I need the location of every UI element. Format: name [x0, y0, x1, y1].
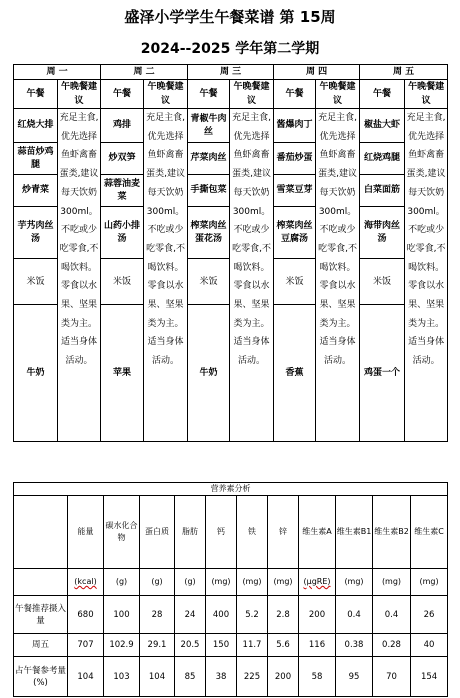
friday-value: 40	[411, 634, 448, 657]
monday-dish-4: 芋艿肉丝汤	[14, 207, 58, 259]
nutrient-vitamin-c: 维生素C	[411, 496, 448, 569]
friday-value: 11.7	[237, 634, 268, 657]
row-label-friday: 周五	[14, 634, 68, 657]
wednesday-extra: 牛奶	[188, 305, 230, 442]
thursday-dish-3: 雪菜豆芽	[274, 175, 316, 207]
thursday-dish-4: 榨菜肉丝豆腐汤	[274, 207, 316, 259]
recommended-value: 680	[68, 596, 104, 634]
nutrient-fat: 脂肪	[175, 496, 206, 569]
units-corner	[14, 569, 68, 596]
col-advice: 午晚餐建议	[144, 80, 188, 109]
monday-advice: 充足主食,优先选择鱼虾禽畜蛋类,建议每天饮奶300ml。不吃或少吃零食,不喝饮料。零食以水果、坚果类为主。适当身体活动。	[58, 109, 101, 442]
unit-iron: (mg)	[237, 569, 268, 596]
tuesday-dish-2: 炒双笋	[101, 143, 144, 175]
day-header-tuesday: 周 二	[101, 65, 188, 80]
percent-value: 70	[373, 657, 411, 697]
thursday-staple: 米饭	[274, 259, 316, 305]
nutrient-vitamin-b2: 维生素B2	[373, 496, 411, 569]
friday-value: 707	[68, 634, 104, 657]
wednesday-dish-1: 青椒牛肉丝	[188, 109, 230, 143]
thursday-advice: 充足主食,优先选择鱼虾禽畜蛋类,建议每天饮奶300ml。不吃或少吃零食,不喝饮料。零食以水果、坚果类为主。适当身体活动。	[316, 109, 360, 442]
unit-calcium: (mg)	[206, 569, 237, 596]
wednesday-advice: 充足主食,优先选择鱼虾禽畜蛋类,建议每天饮奶300ml。不吃或少吃零食,不喝饮料。零食以水果、坚果类为主。适当身体活动。	[230, 109, 274, 442]
friday-value: 0.38	[336, 634, 373, 657]
col-advice: 午晚餐建议	[405, 80, 448, 109]
unit-protein: (g)	[140, 569, 175, 596]
thursday-dish-1: 酱爆肉丁	[274, 109, 316, 143]
percent-value: 104	[68, 657, 104, 697]
nutrient-energy: 能量	[68, 496, 104, 569]
day-header-monday: 周 一	[14, 65, 101, 80]
monday-extra: 牛奶	[14, 305, 58, 442]
wednesday-dish-3: 手撕包菜	[188, 175, 230, 207]
unit-vitamin-b2: (mg)	[373, 569, 411, 596]
friday-staple: 米饭	[360, 259, 405, 305]
percent-value: 85	[175, 657, 206, 697]
unit-fat: (g)	[175, 569, 206, 596]
recommended-value: 200	[299, 596, 336, 634]
col-advice: 午晚餐建议	[316, 80, 360, 109]
recommended-value: 24	[175, 596, 206, 634]
nutrition-table	[13, 482, 448, 697]
nutrient-zinc: 锌	[268, 496, 299, 569]
day-header-thursday: 周 四	[274, 65, 360, 80]
friday-advice: 充足主食,优先选择鱼虾禽畜蛋类,建议每天饮奶300ml。不吃或少吃零食,不喝饮料。零食以水果、坚果类为主。适当身体活动。	[405, 109, 448, 442]
unit-carbs: (g)	[104, 569, 140, 596]
nutrition-corner	[14, 496, 68, 569]
col-advice: 午晚餐建议	[58, 80, 101, 109]
unit-vitamin-c: (mg)	[411, 569, 448, 596]
thursday-dish-2: 番茄炒蛋	[274, 143, 316, 175]
nutrient-iron: 铁	[237, 496, 268, 569]
friday-value: 150	[206, 634, 237, 657]
monday-dish-1: 红烧大排	[14, 109, 58, 143]
percent-value: 58	[299, 657, 336, 697]
percent-value: 200	[268, 657, 299, 697]
tuesday-dish-1: 鸡排	[101, 109, 144, 143]
friday-value: 20.5	[175, 634, 206, 657]
recommended-value: 28	[140, 596, 175, 634]
tuesday-advice: 充足主食,优先选择鱼虾禽畜蛋类,建议每天饮奶300ml。不吃或少吃零食,不喝饮料。零食以水果、坚果类为主。适当身体活动。	[144, 109, 188, 442]
col-lunch: 午餐	[14, 80, 58, 109]
page-subtitle: 2024--2025 学年第二学期	[140, 41, 320, 57]
col-lunch: 午餐	[274, 80, 316, 109]
percent-value: 225	[237, 657, 268, 697]
col-lunch: 午餐	[360, 80, 405, 109]
menu-table	[13, 64, 448, 442]
recommended-value: 5.2	[237, 596, 268, 634]
col-advice: 午晚餐建议	[230, 80, 274, 109]
recommended-value: 2.8	[268, 596, 299, 634]
day-header-wednesday: 周 三	[188, 65, 274, 80]
friday-value: 29.1	[140, 634, 175, 657]
unit-zinc: (mg)	[268, 569, 299, 596]
wednesday-dish-2: 芹菜肉丝	[188, 143, 230, 175]
row-label-recommended: 午餐推荐摄入量	[14, 596, 68, 634]
col-lunch: 午餐	[101, 80, 144, 109]
nutrient-vitamin-b1: 维生素B1	[336, 496, 373, 569]
wednesday-dish-4: 榨菜肉丝蛋花汤	[188, 207, 230, 259]
nutrient-vitamin-a: 维生素A	[299, 496, 336, 569]
wednesday-staple: 米饭	[188, 259, 230, 305]
recommended-value: 26	[411, 596, 448, 634]
friday-extra: 鸡蛋一个	[360, 305, 405, 442]
col-lunch: 午餐	[188, 80, 230, 109]
tuesday-staple: 米饭	[101, 259, 144, 305]
page-title: 盛泽小学学生午餐菜谱 第 15周	[124, 8, 336, 26]
percent-value: 104	[140, 657, 175, 697]
tuesday-dish-4: 山药小排汤	[101, 207, 144, 259]
recommended-value: 0.4	[373, 596, 411, 634]
unit-vitamin-b1: (mg)	[336, 569, 373, 596]
nutrition-caption: 营养素分析	[14, 483, 448, 496]
percent-value: 95	[336, 657, 373, 697]
friday-value: 102.9	[104, 634, 140, 657]
friday-dish-1: 椒盐大虾	[360, 109, 405, 143]
tuesday-extra: 苹果	[101, 305, 144, 442]
friday-value: 5.6	[268, 634, 299, 657]
recommended-value: 0.4	[336, 596, 373, 634]
friday-dish-2: 红烧鸡腿	[360, 143, 405, 175]
monday-dish-3: 炒青菜	[14, 175, 58, 207]
friday-value: 0.28	[373, 634, 411, 657]
thursday-extra: 香蕉	[274, 305, 316, 442]
percent-value: 38	[206, 657, 237, 697]
tuesday-dish-3: 蒜蓉油麦菜	[101, 175, 144, 207]
monday-staple: 米饭	[14, 259, 58, 305]
nutrient-carbs: 碳水化合物	[104, 496, 140, 569]
recommended-value: 100	[104, 596, 140, 634]
friday-value: 116	[299, 634, 336, 657]
monday-dish-2: 蒜苗炒鸡腿	[14, 143, 58, 175]
nutrient-calcium: 钙	[206, 496, 237, 569]
day-header-friday: 周 五	[360, 65, 448, 80]
percent-value: 154	[411, 657, 448, 697]
unit-energy: (kcal)	[68, 569, 104, 596]
unit-vitamin-a: (μgRE)	[299, 569, 336, 596]
row-label-percent: 占午餐参考量(%)	[14, 657, 68, 697]
friday-dish-3: 白菜面筋	[360, 175, 405, 207]
recommended-value: 400	[206, 596, 237, 634]
friday-dish-4: 海带肉丝汤	[360, 207, 405, 259]
percent-value: 103	[104, 657, 140, 697]
nutrient-protein: 蛋白质	[140, 496, 175, 569]
